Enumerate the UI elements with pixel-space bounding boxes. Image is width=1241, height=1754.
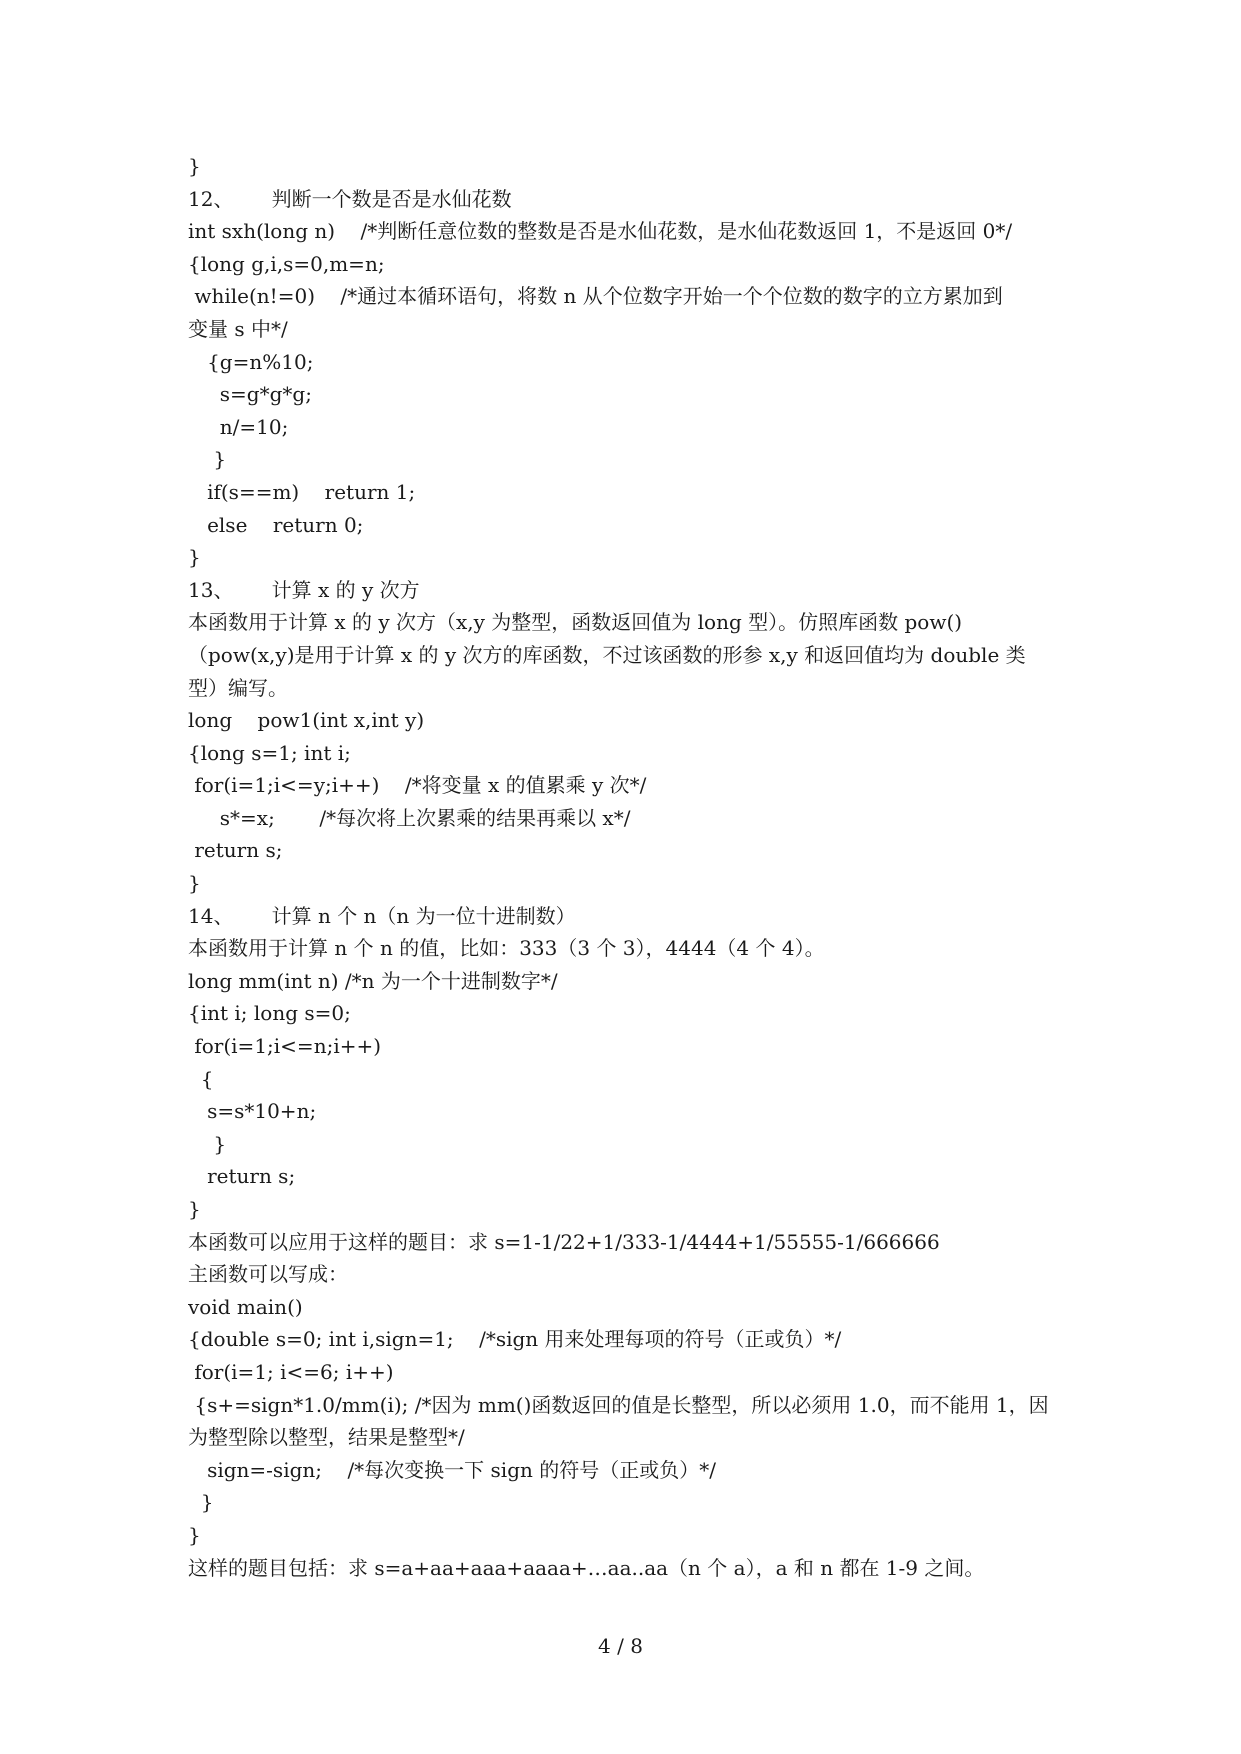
paragraph-line: （pow(x,y)是用于计算 x 的 y 次方的库函数，不过该函数的形参 x,y 和返回值均为 double 类 xyxy=(188,642,1026,667)
section-heading-14: 14、 计算 n 个 n（n 为一位十进制数） xyxy=(188,903,576,928)
paragraph-line: 这样的题目包括：求 s=a+aa+aaa+aaaa+…aa..aa（n 个 a），a 和 n 都在 1-9 之间。 xyxy=(188,1555,985,1580)
code-line: while(n!=0) /*通过本循环语句，将数 n 从个位数字开始一个个位数的数字的立方累加到 xyxy=(188,284,1003,309)
code-line: s*=x; /*每次将上次累乘的结果再乘以 x*/ xyxy=(188,805,631,830)
code-line: long mm(int n) /*n 为一个十进制数字*/ xyxy=(188,968,558,993)
code-line: s=g*g*g; xyxy=(188,382,312,407)
code-line: {double s=0; int i,sign=1; /*sign 用来处理每项的符号（正或负）*/ xyxy=(188,1327,842,1352)
code-line: int sxh(long n) /*判断任意位数的整数是否是水仙花数，是水仙花数返回 1，不是返回 0*/ xyxy=(188,219,1013,244)
code-line: {long g,i,s=0,m=n; xyxy=(188,251,385,276)
code-line: } xyxy=(188,1131,227,1156)
paragraph-line: 型）编写。 xyxy=(188,675,288,700)
code-line: {g=n%10; xyxy=(188,349,314,374)
document-body xyxy=(188,150,1068,1584)
code-line: return s; xyxy=(188,1164,296,1189)
code-line: sign=-sign; /*每次变换一下 sign 的符号（正或负）*/ xyxy=(188,1457,716,1482)
code-line: for(i=1;i<=n;i++) xyxy=(188,1034,382,1059)
code-line: for(i=1; i<=6; i++) xyxy=(188,1359,394,1384)
code-line: } xyxy=(188,1490,214,1515)
code-line: {long s=1; int i; xyxy=(188,740,351,765)
code-line: {int i; long s=0; xyxy=(188,1001,351,1026)
code-line: 变量 s 中*/ xyxy=(188,316,288,341)
paragraph-line: 本函数可以应用于这样的题目：求 s=1-1/22+1/333-1/4444+1/55555-1/666666 xyxy=(188,1229,940,1254)
section-heading-13: 13、 计算 x 的 y 次方 xyxy=(188,577,420,602)
code-line: } xyxy=(188,545,201,570)
code-line: else return 0; xyxy=(188,512,364,537)
code-line: { xyxy=(188,1066,214,1091)
page-number: 4 / 8 xyxy=(598,1634,643,1658)
code-line: {s+=sign*1.0/mm(i); /*因为 mm()函数返回的值是长整型，所以必须用 1.0，而不能用 1，因 xyxy=(188,1392,1049,1417)
code-line: } xyxy=(188,871,201,896)
paragraph-line: 本函数用于计算 n 个 n 的值，比如：333（3 个 3），4444（4 个 4）。 xyxy=(188,936,825,961)
paragraph-line: 主函数可以写成： xyxy=(188,1262,348,1287)
code-line: if(s==m) return 1; xyxy=(188,479,416,504)
code-line: for(i=1;i<=y;i++) /*将变量 x 的值累乘 y 次*/ xyxy=(188,773,647,798)
code-line: n/=10; xyxy=(188,414,289,439)
code-line: } xyxy=(188,1197,201,1221)
code-line: } xyxy=(188,447,227,472)
code-line: return s; xyxy=(188,838,283,863)
code-line: s=s*10+n; xyxy=(188,1099,317,1124)
code-line: } xyxy=(188,1522,201,1547)
section-heading-12: 12、 判断一个数是否是水仙花数 xyxy=(188,186,512,211)
code-line: 为整型除以整型，结果是整型*/ xyxy=(188,1425,465,1450)
text-line: } xyxy=(188,154,201,178)
paragraph-line: 本函数用于计算 x 的 y 次方（x,y 为整型，函数返回值为 long 型）。仿照库函数 pow() xyxy=(188,610,963,635)
code-line: void main() xyxy=(188,1294,303,1319)
code-line: long pow1(int x,int y) xyxy=(188,708,425,733)
